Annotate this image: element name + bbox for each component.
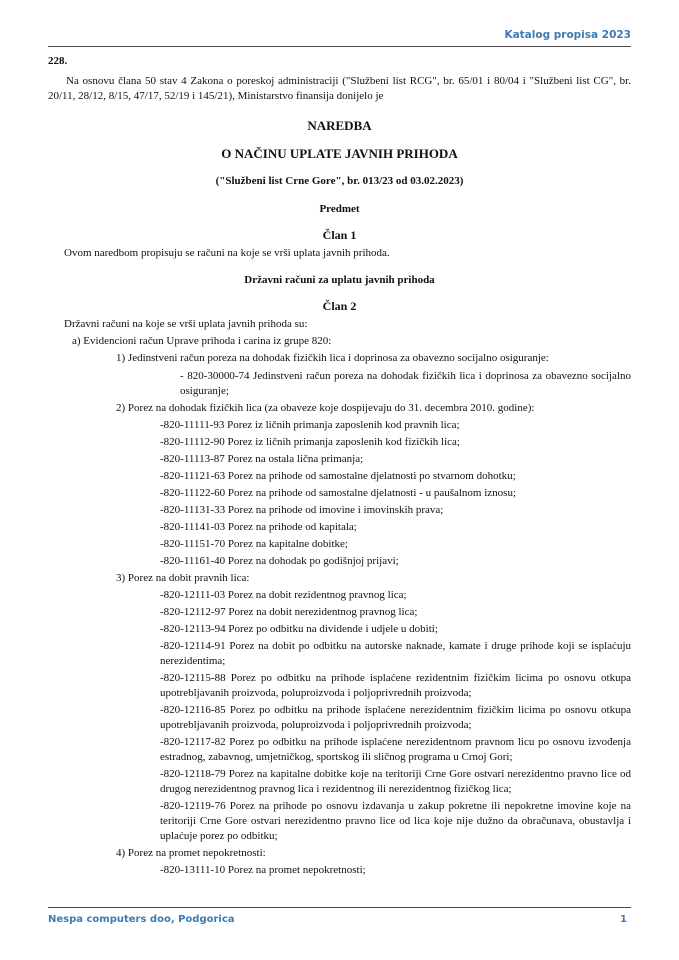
document-title: NAREDBA	[307, 118, 372, 133]
catalog-title: Katalog propisa 2023	[504, 29, 631, 41]
list-item-a: a) Evidencioni račun Uprave prihoda i carina iz grupe 820:	[72, 335, 332, 347]
running-footer	[48, 907, 631, 928]
account-item: -820-11122-60 Porez na prihode od samostalne djelatnosti - u paušalnom iznosu;	[160, 487, 517, 499]
group-1-heading: 1) Jedinstveni račun poreza na dohodak fizičkih lica i doprinosa za obavezno socijalno osiguranje:	[116, 352, 549, 364]
account-item: -820-11141-03 Porez na prihode od kapitala;	[160, 521, 357, 533]
account-item: -820-12114-91 Porez na dobit po odbitku na autorske naknade, kamate i druge prihode koji se isplaćuju nerezidentima;	[160, 640, 631, 667]
group-1-account	[48, 369, 631, 399]
group-2-list	[48, 418, 631, 569]
page-number: 1	[620, 914, 627, 925]
account-item: -820-11113-87 Porez na ostala lična primanja;	[160, 453, 364, 465]
article-2-heading: Član 2	[322, 299, 357, 313]
account-item: -820-12113-94 Porez po odbitku na dividende i udjele u dobiti;	[160, 623, 438, 635]
section-heading-accounts: Državni računi za uplatu javnih prihoda	[244, 274, 435, 286]
account-item: -820-12117-82 Porez po odbitku na prihode isplaćene nerezidentnom pravnom licu po osnovu izvođenja estradnog, zabavnog, umjetničkog, sportskog ili sličnog programa u Crnoj Gori;	[160, 736, 631, 763]
group-3-list	[48, 588, 631, 844]
account-item: -820-12119-76 Porez na prihode po osnovu izdavanja u zakup pokretne ili nepokretne imovine koje na teritoriji Crne Gore ostvari nerezidentno pravno lice od lica koje nije dužno da obračunava, obustavlja i uplaćuje porez po odbitku;	[160, 800, 631, 842]
account-item: -820-11112-90 Porez iz ličnih primanja zaposlenih kod fizičkih lica;	[160, 436, 460, 448]
account-item: -820-11111-93 Porez iz ličnih primanja zaposlenih kod pravnih lica;	[160, 419, 460, 431]
account-item: -820-11151-70 Porez na kapitalne dobitke;	[160, 538, 348, 550]
document-body	[48, 52, 631, 878]
account-item: -820-12112-97 Porez na dobit nerezidentnog pravnog lica;	[160, 606, 418, 618]
article-1-text: Ovom naredbom propisuju se računi na koje se vrši uplata javnih prihoda.	[64, 247, 390, 259]
article-2-text: Državni računi na koje se vrši uplata javnih prihoda su:	[64, 318, 308, 330]
group-2-heading: 2) Porez na dohodak fizičkih lica (za obaveze koje dospijevaju do 31. decembra 2010. godine):	[116, 402, 535, 414]
footer-company: Nespa computers doo, Podgorica	[48, 914, 235, 925]
gazette-reference: ("Službeni list Crne Gore", br. 013/23 od 03.02.2023)	[215, 175, 464, 187]
running-header	[48, 28, 631, 47]
account-text: - 820-30000-74 Jedinstveni račun poreza na dohodak fizičkih lica i doprinosa za obavezno socijalno osiguranje;	[180, 370, 631, 397]
account-item: -820-12118-79 Porez na kapitalne dobitke koje na teritoriji Crne Gore ostvari nerezidentno pravno lice od drugog nerezidentnog pravnog lica i rezidentnog ili nerezidentnog fizičkog lica;	[160, 768, 631, 795]
article-1-heading: Član 1	[322, 228, 357, 242]
account-item: -820-11161-40 Porez na dohodak po godišnjoj prijavi;	[160, 555, 399, 567]
group-3-heading: 3) Porez na dobit pravnih lica:	[116, 572, 250, 584]
group-4-heading: 4) Porez na promet nepokretnosti:	[116, 847, 266, 859]
account-item: -820-13111-10 Porez na promet nepokretnosti;	[160, 864, 366, 876]
account-item: -820-11131-33 Porez na prihode od imovine i imovinskih prava;	[160, 504, 444, 516]
account-item: -820-11121-63 Porez na prihode od samostalne djelatnosti po stvarnom dohotku;	[160, 470, 516, 482]
section-heading-predmet: Predmet	[319, 203, 360, 215]
document-subtitle: O NAČINU UPLATE JAVNIH PRIHODA	[221, 146, 458, 161]
account-item: -820-12115-88 Porez po odbitku na prihode isplaćene rezidentnim fizičkim licima po osnovu otkupa upotrebljavanih proizvoda, poluproizvoda i poljoprivrednih proizvoda;	[160, 672, 631, 699]
preamble: Na osnovu člana 50 stav 4 Zakona o poreskoj administraciji ("Službeni list RCG", br. 65/01 i 80/04 i "Službeni list CG", br. 20/11, 28/12, 8/15, 47/17, 52/19 i 145/21), Ministarstvo finansija donijelo je	[48, 75, 631, 102]
account-item: -820-12116-85 Porez po odbitku na prihode isplaćene nerezidentnim fizičkim licima po osnovu otkupa upotrebljavanih proizvoda, poluproizvoda i poljoprivrednih proizvoda;	[160, 704, 631, 731]
regulation-number: 228.	[48, 55, 68, 67]
account-item: -820-12111-03 Porez na dobit rezidentnog pravnog lica;	[160, 589, 407, 601]
